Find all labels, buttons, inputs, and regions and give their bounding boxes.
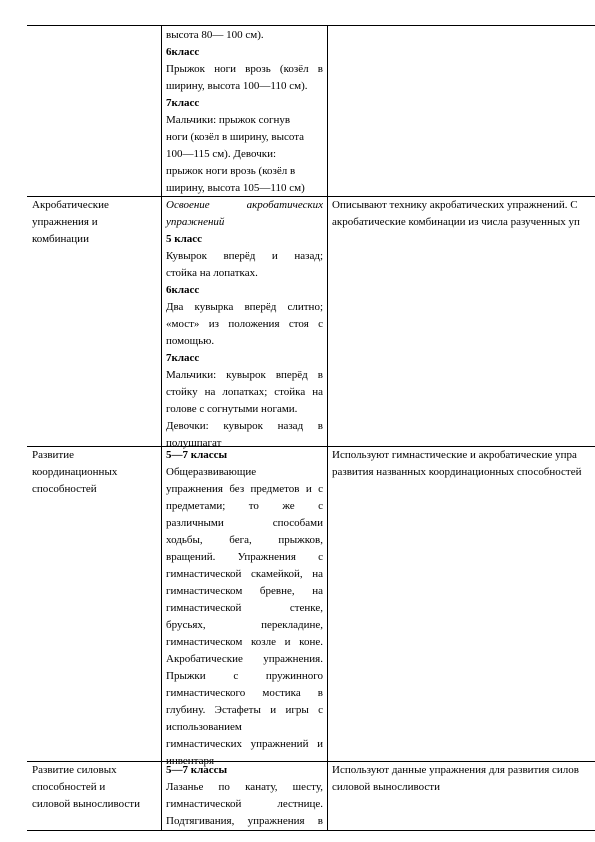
row-content-cell xyxy=(166,762,323,830)
cell-line: Подтягивания, упражнения в xyxy=(166,815,323,827)
cell-line: 5 класс xyxy=(166,233,203,245)
cell-line: упражнения и xyxy=(32,216,98,228)
cell-line: брусьях, перекладине, xyxy=(166,619,323,631)
row-activity-cell xyxy=(332,447,595,481)
cell-line: упражнения без предметов и с xyxy=(166,483,323,495)
cell-line: Развитие xyxy=(32,449,75,461)
cell-line: вращений. Упражнения с xyxy=(166,551,323,563)
cell-line: способностей и xyxy=(32,781,106,793)
cell-line: гимнастического мостика в xyxy=(166,687,323,699)
cell-line: развития названных координационных способностей xyxy=(332,466,582,478)
cell-line: гимнастических упражнений и xyxy=(166,738,323,750)
cell-line: ширину, высота 105—110 см) xyxy=(166,182,305,194)
cell-line: координационных xyxy=(32,466,118,478)
cell-line: 7класс xyxy=(166,97,200,109)
row-content-cell xyxy=(166,447,323,770)
cell-line: гимнастической скамейкой, на xyxy=(166,568,323,580)
cell-line: предметами; то же с xyxy=(166,500,323,512)
cell-line: высота 80— 100 см). xyxy=(166,29,264,41)
cell-line: инвентаря xyxy=(166,755,215,767)
cell-line: силовой выносливости xyxy=(32,798,140,810)
cell-line: 6класс xyxy=(166,284,200,296)
cell-line: «мост» из положения стоя с xyxy=(166,318,323,330)
cell-line: Мальчики: прыжок согнув xyxy=(166,114,291,126)
cell-line: стойка на лопатках. xyxy=(166,267,258,279)
cell-line: ноги (козёл в ширину, высота xyxy=(166,131,305,143)
cell-line: 7класс xyxy=(166,352,200,364)
cell-line: Общеразвивающие xyxy=(166,466,257,478)
cell-line: 5—7 классы xyxy=(166,764,228,776)
cell-line: полушпагат xyxy=(166,437,222,449)
cell-line: Кувырок вперёд и назад; xyxy=(166,250,323,262)
cell-line: гимнастической лестнице. xyxy=(166,798,323,810)
cell-line: силовой выносливости xyxy=(332,781,440,793)
cell-line: Лазанье по канату, шесту, xyxy=(166,781,323,793)
row-content-cell xyxy=(166,197,323,452)
cell-line: различными способами xyxy=(166,517,323,529)
cell-line: голове с согнутыми ногами. xyxy=(166,403,298,415)
row-activity-cell xyxy=(332,197,595,231)
row-topic-cell xyxy=(32,762,157,813)
cell-line: Используют данные упражнения для развития силов xyxy=(332,764,579,776)
curriculum-table xyxy=(27,25,595,831)
cell-line: ходьбы, бега, прыжков, xyxy=(166,534,323,546)
cell-line: Мальчики: кувырок вперёд в xyxy=(166,369,323,381)
cell-line: комбинации xyxy=(32,233,89,245)
cell-line: способностей xyxy=(32,483,97,495)
cell-line: Акробатические xyxy=(32,199,109,211)
cell-line: Девочки: кувырок назад в xyxy=(166,420,323,432)
cell-line: Прыжки с пружинного xyxy=(166,670,323,682)
row-topic-cell xyxy=(32,447,157,498)
column-divider-1 xyxy=(161,26,162,830)
cell-line: 100—115 см). Девочки: xyxy=(166,148,277,160)
row-activity-cell xyxy=(332,762,595,796)
row-topic-cell xyxy=(32,197,157,248)
cell-line: помощью. xyxy=(166,335,215,347)
cell-line: Используют гимнастические и акробатические упра xyxy=(332,449,577,461)
row-content-cell xyxy=(166,27,323,197)
cell-line: использованием xyxy=(166,721,242,733)
cell-line: Развитие силовых xyxy=(32,764,117,776)
cell-line: гимнастическом бревне, на xyxy=(166,585,323,597)
cell-line: стойку на лопатках; стойка на xyxy=(166,386,323,398)
cell-line: Акробатические упражнения. xyxy=(166,653,323,665)
cell-line: глубину. Эстафеты и игры с xyxy=(166,704,323,716)
cell-line: упражнений xyxy=(166,216,225,228)
cell-line: Освоение акробатических xyxy=(166,199,323,211)
cell-line: Два кувырка вперёд слитно; xyxy=(166,301,323,313)
cell-line: 6класс xyxy=(166,46,200,58)
cell-line: гимнастической стенке, xyxy=(166,602,323,614)
cell-line: 5—7 классы xyxy=(166,449,228,461)
cell-line: прыжок ноги врозь (козёл в xyxy=(166,165,296,177)
cell-line: ширину, высота 100—110 см). xyxy=(166,80,308,92)
cell-line: акробатические комбинации из числа разученных уп xyxy=(332,216,580,228)
column-divider-2 xyxy=(327,26,328,830)
cell-line: гимнастическом козле и коне. xyxy=(166,636,323,648)
cell-line: Описывают технику акробатических упражнений. С xyxy=(332,199,578,211)
cell-line: Прыжок ноги врозь (козёл в xyxy=(166,63,323,75)
